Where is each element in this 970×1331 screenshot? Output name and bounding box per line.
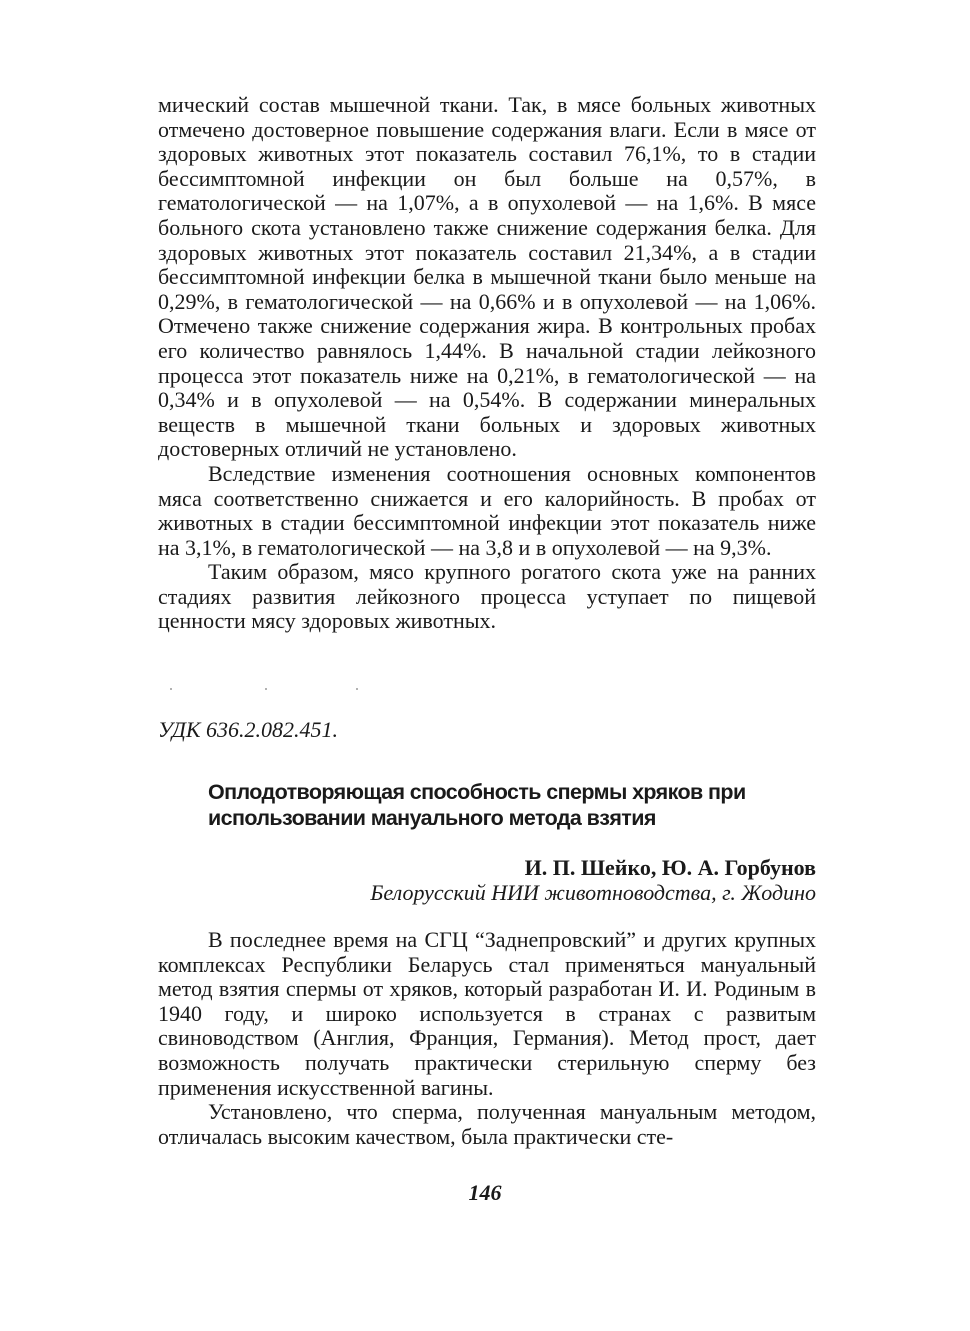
paragraph: Установлено, что сперма, полученная мануальным методом, отличалась высоким качеством, была практически сте-: [158, 1099, 816, 1149]
article-authors: И. П. Шейко, Ю. А. Горбунов: [524, 855, 816, 880]
paragraph: Вследствие изменения соотношения основных компонентов мяса соответственно снижается и его калорийность. В пробах от животных в стадии бессимптомной инфекции этот показатель ниже на 3,1%, в гематологической — на 3,8 и в опухолевой — на 9,3%.: [158, 460, 816, 560]
page-number: 146: [468, 1180, 502, 1205]
previous-article-text: [158, 93, 816, 634]
scan-specks: [170, 688, 360, 692]
article-body: [158, 928, 816, 1149]
paragraph: мический состав мышечной ткани. Так, в мясе больных животных отмечено достоверное повышение содержания влаги. Если в мясе от здоровых животных этот показатель составил 76,1%, то в стадии бессимптомной инфекции он был больше на 0,57%, в гематологической — на 1,07%, а в опухолевой — на 1,6%. В мясе больного скота установлено также снижение содержания белка. Для здоровых животных этот показатель составил 21,34%, а в стадии бессимптомной инфекции белка в мышечной ткани было меньше на 0,29%, в гематологической — на 0,66% и в опухолевой — на 1,06%. Отмечено также снижение содержания жира. В контрольных пробах его количество равнялось 1,44%. В начальной стадии лейкозного процесса этот показатель ниже на 0,21%, в гематологической — на 0,34% и в опухолевой — на 0,54%. В содержании минеральных веществ в мышечной ткани больных и здоровых животных достоверных отличий не установлено.: [158, 92, 816, 462]
udk-code: УДК 636.2.082.451.: [158, 717, 339, 742]
article-title: Оплодотворяющая способность спермы хряков при использовании мануального метода взятия: [208, 780, 746, 830]
paragraph: В последнее время на СГЦ “Заднепровский” и других крупных комплексах Республики Беларусь стал применяться мануальный метод взятия спермы от хряков, который разработан И. И. Родиным в 1940 году, и широко используется в странах с развитым свиноводством (Англия, Франция, Германия). Метод прост, дает возможность получать практически стерильную сперму без применения искусственной вагины.: [158, 927, 816, 1100]
paragraph: Таким образом, мясо крупного рогатого скота уже на ранних стадиях развития лейкозного процесса уступает по пищевой ценности мясу здоровых животных.: [158, 559, 816, 634]
article-affiliation: Белорусский НИИ животноводства, г. Жодино: [370, 880, 816, 905]
